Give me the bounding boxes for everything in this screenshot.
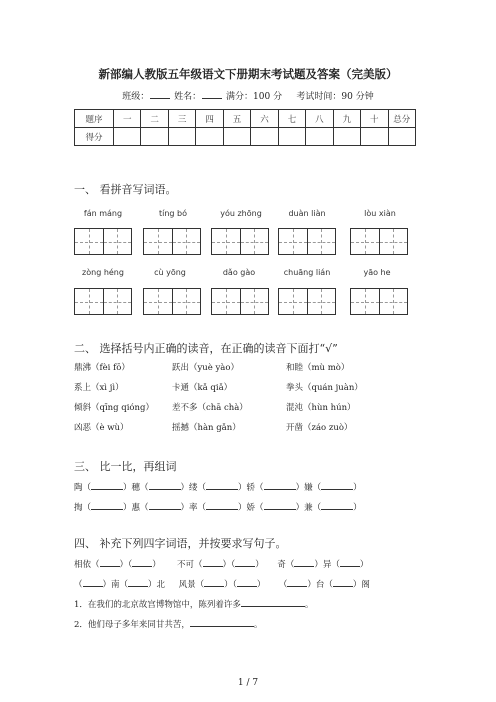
writing-grid[interactable] [143,288,201,315]
score-cell[interactable] [114,128,141,146]
char-label: ） [353,483,362,493]
section2-title: 二、 选择括号内正确的读音，在正确的读音下面打“√” [74,342,338,355]
answer-blank[interactable] [91,501,123,510]
reading-item: 摇撼（hàn gǎn） [172,423,241,433]
header-cell: 七 [278,110,305,128]
header-cell: 题序 [75,110,114,128]
sentence-question-1 [74,598,313,610]
name-field[interactable] [202,90,222,99]
answer-blank[interactable] [264,481,296,490]
pinyin-label: dǎo gào [222,268,256,277]
page-number: 1 / 7 [237,678,259,688]
idiom-row [74,558,368,570]
answer-blank[interactable] [149,501,181,510]
answer-blank[interactable] [149,481,181,490]
answer-blank[interactable] [264,501,296,510]
reading-item: 鼎沸（fèi fō） [74,363,130,373]
header-cell: 五 [223,110,250,128]
pinyin-label: zòng héng [82,268,124,277]
reading-item: 差不多（chā chà） [172,403,248,413]
score-cell[interactable] [333,128,360,146]
row-label: 得分 [75,128,114,146]
score-table-row [75,128,416,146]
reading-item: 倾斜（qīng qióng） [74,403,154,413]
pinyin-label: yāo he [363,268,391,277]
pinyin-label: chuāng lián [283,268,331,277]
answer-blank[interactable] [235,558,255,567]
idiom-text: （ [74,580,83,590]
char-label: ） [353,503,362,513]
idiom-text: ）阁 [352,580,370,590]
idiom-text: ）异（ [314,560,340,570]
answer-blank[interactable] [241,598,305,607]
idiom-text: 奇（ [277,560,295,570]
writing-grid[interactable] [350,288,408,315]
answer-blank[interactable] [294,558,314,567]
char-label: ）穗（ [123,483,149,493]
score-cell[interactable] [361,128,388,146]
pinyin-label: duàn liàn [288,209,326,218]
score-cell[interactable] [223,128,250,146]
pinyin-label: lòu xiàn [364,209,396,218]
score-table-header [75,110,416,128]
score-table [74,109,416,146]
char-label: ）娇（ [238,503,264,513]
char-label: ）率（ [180,503,207,513]
reading-item: 和睦（mù mò） [286,363,350,373]
answer-blank[interactable] [206,481,238,490]
full-score: 满分：100 分 [226,92,283,102]
writing-grid[interactable] [211,288,269,315]
score-cell[interactable] [168,128,195,146]
score-cell[interactable] [388,128,415,146]
idiom-text: ）（ [222,560,236,570]
question-text: 。 [304,600,314,610]
page-title: 新部编人教版五年级语文下册期末考试题及答案（完美版） [98,67,398,81]
answer-blank[interactable] [206,501,238,510]
idiom-text: ）台（ [307,580,333,590]
question-text: 1．在我们的北京故宫博物馆中，陈列着许多 [74,600,241,610]
score-cell[interactable] [196,128,223,146]
answer-blank[interactable] [204,578,224,587]
answer-blank[interactable] [132,558,152,567]
idiom-text: ）（ [224,580,237,590]
idiom-text: ） [255,560,264,570]
exam-time: 考试时间：90 分钟 [296,92,374,102]
header-cell: 一 [114,110,141,128]
reading-item: 卡通（kǎ qiǎ） [172,383,233,393]
pinyin-label: tíng bó [158,209,188,218]
class-field[interactable] [150,90,170,99]
compare-row [74,481,362,493]
score-cell[interactable] [306,128,333,146]
header-cell: 八 [306,110,333,128]
answer-blank[interactable] [100,558,120,567]
reading-item: 混沌（hùn hún） [286,403,356,413]
char-label: ）惠（ [123,503,149,513]
reading-item: 跃出（yuè yào） [172,363,239,373]
question-text: 2．他们母子多年来同甘共苦， [74,620,190,630]
idiom-text: ）（ [119,560,133,570]
compare-row [74,501,362,513]
pinyin-label: cù yōng [154,268,186,277]
writing-grid[interactable] [74,228,132,255]
idiom-row [74,578,370,590]
writing-grid[interactable] [278,228,336,255]
score-cell[interactable] [141,128,168,146]
idiom-text: ） [256,580,266,590]
writing-grid[interactable] [278,288,336,315]
writing-grid[interactable] [350,228,408,255]
score-cell[interactable] [278,128,305,146]
char-label: 陶（ [74,483,92,493]
answer-blank[interactable] [333,578,353,587]
answer-blank[interactable] [237,578,257,587]
char-label: 掏（ [74,503,92,513]
sentence-question-2 [74,618,262,630]
reading-item: 开凿（záo zuò） [286,423,353,433]
idiom-text: （ [278,580,288,590]
answer-blank[interactable] [203,558,223,567]
reading-item: 凶恶（è wù） [74,423,129,433]
section3-title: 三、 比一比，再组词 [74,460,177,473]
header-cell: 六 [251,110,278,128]
answer-blank[interactable] [190,618,254,627]
answer-blank[interactable] [83,578,103,587]
reading-item: 拳头（quán juàn） [286,383,363,393]
idiom-text: 风景（ [178,580,205,590]
char-label: ）缕（ [180,483,207,493]
writing-grid[interactable] [211,228,269,255]
answer-blank[interactable] [321,501,353,510]
pinyin-label: fán máng [83,209,123,218]
char-label: ）嫌（ [295,483,322,493]
header-cell: 九 [333,110,360,128]
answer-blank[interactable] [91,481,123,490]
idiom-text: ）北 [148,580,166,590]
header-cell: 总分 [388,110,415,128]
class-label: 班级： [122,92,150,102]
answer-blank[interactable] [287,578,307,587]
writing-grid[interactable] [143,228,201,255]
writing-grid[interactable] [74,288,132,315]
idiom-text: 相依（ [74,560,100,570]
section1-title: 一、 看拼音写词语。 [74,183,177,196]
pinyin-label: yóu zhōng [220,209,262,218]
answer-blank[interactable] [128,578,148,587]
question-text: 。 [253,620,263,630]
header-cell: 四 [196,110,223,128]
reading-item: 系上（xì jì） [74,383,124,393]
idiom-text: 不可（ [177,560,203,570]
idiom-text: ） [152,560,161,570]
header-cell: 十 [361,110,388,128]
idiom-text: ）南（ [102,580,129,590]
answer-blank[interactable] [340,558,360,567]
name-label: 姓名： [174,92,202,102]
header-cell: 二 [141,110,168,128]
idiom-text: ） [359,560,369,570]
answer-blank[interactable] [321,481,353,490]
header-cell: 三 [168,110,195,128]
exam-info [0,89,496,102]
char-label: ）轿（ [238,483,264,493]
section4-title: 四、 补充下列四字词语，并按要求写句子。 [74,537,287,550]
char-label: ）兼（ [295,503,322,513]
score-cell[interactable] [251,128,278,146]
